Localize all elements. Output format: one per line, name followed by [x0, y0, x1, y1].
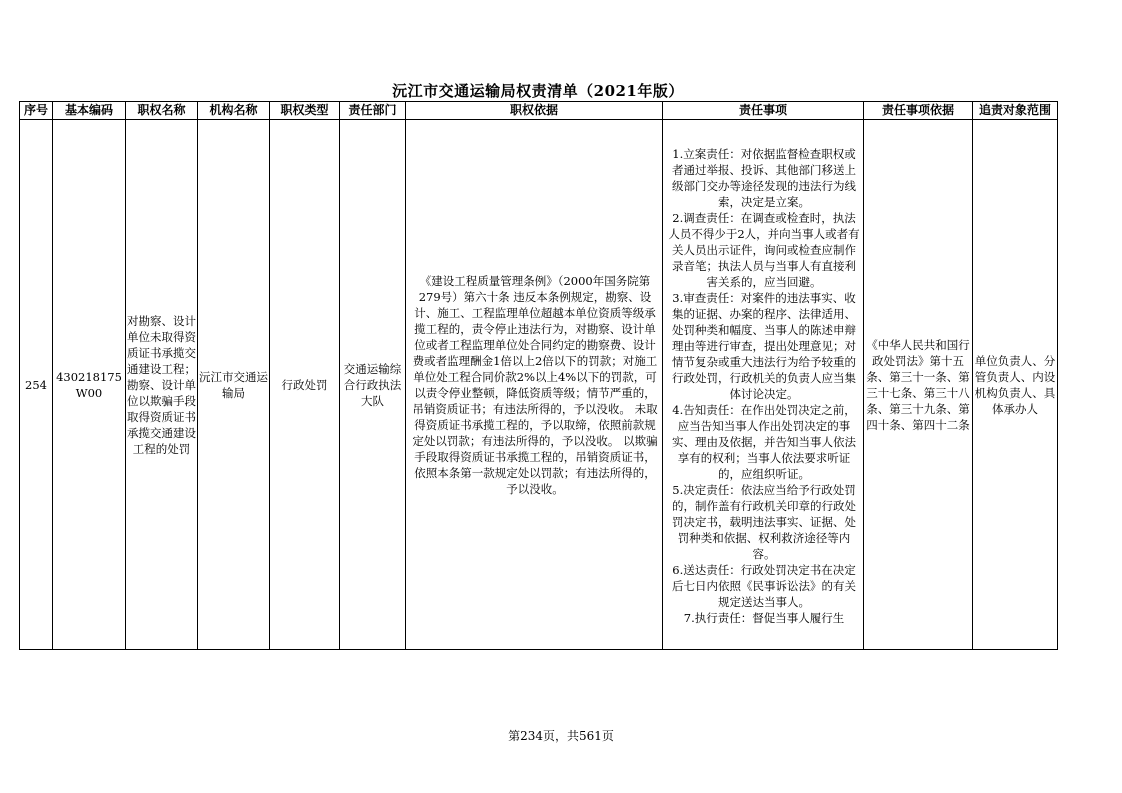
- table-row: [20, 120, 1058, 650]
- item-notification: 4.告知责任：在作出处罚决定之前，应当告知当事人作出处罚决定的事实、理由及依据，并告知当事人依法享有的权利；当事人依法要求听证的，应组织听证。: [672, 402, 856, 481]
- header-power-name: 职权名称: [126, 102, 198, 120]
- item-decision: 5.决定责任：依法应当给予行政处罚的，制作盖有行政机关印章的行政处罚决定书，载明违法事实、证据、处罚种类和依据、权利救济途径等内容。: [672, 482, 856, 561]
- cell-items: [663, 120, 864, 650]
- document-title: 沅江市交通运输局权责清单（2021年版）: [392, 82, 684, 100]
- header-code: 基本编码: [53, 102, 126, 120]
- item-execution: 7.执行责任：督促当事人履行生: [683, 610, 845, 625]
- table-header-row: [20, 102, 1058, 120]
- item-investigation: 2.调查责任：在调查或检查时，执法人员不得少于2人，并向当事人或者有关人员出示证件，询问或检查应制作录音笔；执法人员与当事人有直接利害关系的，应当回避。: [668, 210, 860, 289]
- item-delivery: 6.送达责任：行政处罚决定书在决定后七日内依照《民事诉讼法》的有关规定送达当事人。: [672, 562, 856, 609]
- cell-power-name: 对勘察、设计单位未取得资质证书承揽交通建设工程；勘察、设计单位以欺骗手段取得资质证书承揽交通建设工程的处罚: [126, 120, 198, 650]
- cell-org-name: 沅江市交通运输局: [198, 120, 270, 650]
- cell-basis: 《建设工程质量管理条例》（2000年国务院第279号）第六十条 违反本条例规定，勘察、设计、施工、工程监理单位超越本单位资质等级承揽工程的，责令停止违法行为，对勘察、设计单位或者工程监理单位处合同约定的勘察费、设计费或者监理酬金1倍以上2倍以下的罚款；对施工单位处工程合同价款2%以上4%以下的罚款，可以责令停业整顿，降低资质等级；情节严重的，吊销资质证书；有违法所得的，予以没收。 未取得资质证书承揽工程的，予以取缔，依照前款规定处以罚款；有违法所得的，予以没收。 以欺骗手段取得资质证书承揽工程的，吊销资质证书，依照本条第一款规定处以罚款；有违法所得的，予以没收。: [406, 120, 663, 650]
- cell-seq: 254: [20, 120, 53, 650]
- cell-dept: 交通运输综合行政执法大队: [340, 120, 406, 650]
- header-seq: 序号: [20, 102, 53, 120]
- header-org-name: 机构名称: [198, 102, 270, 120]
- cell-code: 430218175W00: [53, 120, 126, 650]
- header-power-type: 职权类型: [270, 102, 340, 120]
- header-items-basis: 责任事项依据: [864, 102, 973, 120]
- power-responsibility-table: [19, 101, 1058, 650]
- cell-items-basis: 《中华人民共和国行政处罚法》第十五条、第三十一条、第三十七条、第三十八条、第三十九条、第四十条、第四十二条: [864, 120, 973, 650]
- item-review: 3.审查责任：对案件的违法事实、收集的证据、办案的程序、法律适用、处罚种类和幅度、当事人的陈述申辩理由等进行审查，提出处理意见；对情节复杂或重大违法行为给予较重的行政处罚，行政机关的负责人应当集体讨论决定。: [672, 290, 856, 401]
- cell-power-type: 行政处罚: [270, 120, 340, 650]
- header-accountability: 追责对象范围: [973, 102, 1058, 120]
- page-number: 第234页，共561页: [508, 729, 614, 743]
- header-basis: 职权依据: [406, 102, 663, 120]
- header-dept: 责任部门: [340, 102, 406, 120]
- item-filing: 1.立案责任：对依据监督检查职权或者通过举报、投诉、其他部门移送上级部门交办等途径发现的违法行为线索，决定是立案。: [672, 146, 856, 209]
- header-items: 责任事项: [663, 102, 864, 120]
- cell-accountability: 单位负责人、分管负责人、内设机构负责人、具体承办人: [973, 120, 1058, 650]
